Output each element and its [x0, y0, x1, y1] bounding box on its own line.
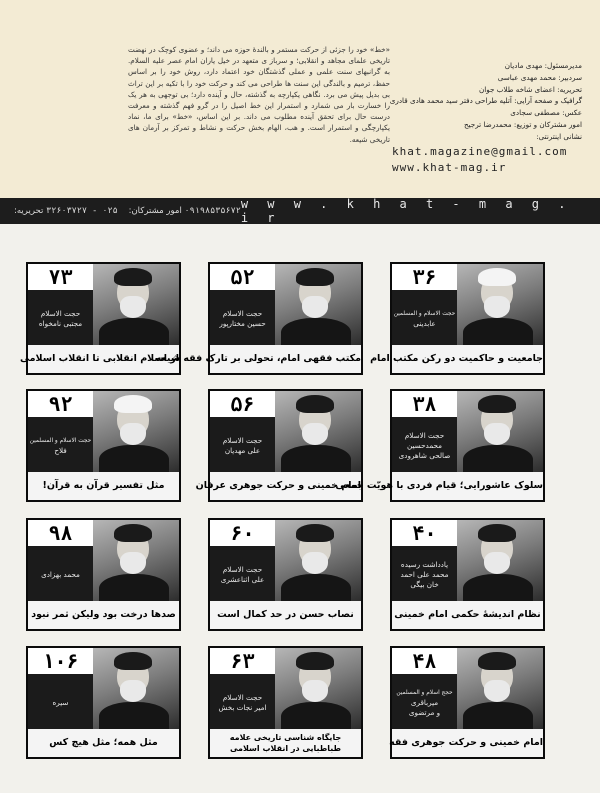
portrait-shape	[302, 680, 328, 702]
contact-bar	[0, 198, 600, 224]
author-info	[28, 674, 93, 731]
subscribers-label: امور مشترکان:	[128, 206, 182, 216]
portrait-shape	[478, 524, 516, 542]
portrait-shape	[296, 268, 334, 286]
footer-website[interactable]: w w w . k h a t - m a g . i r	[240, 197, 572, 225]
portrait-shape	[114, 268, 152, 286]
page-number: ۳۸	[392, 391, 457, 417]
email-link[interactable]: khat.magazine@gmail.com	[392, 144, 568, 158]
page-number: ۵۶	[210, 391, 275, 417]
author-info	[210, 290, 275, 347]
portrait-photo	[269, 648, 361, 731]
page-number: ۴۰	[392, 520, 457, 546]
author-honorific: حجج اسلام و المسلمین	[396, 689, 453, 696]
author-info	[28, 417, 93, 474]
portrait-photo	[87, 391, 179, 474]
author-line: حجت الاسلام	[404, 430, 445, 440]
credits-block	[389, 60, 582, 175]
author-line: محمد علی احمد	[400, 569, 449, 579]
intro-paragraph: «خط» خود را جزئی از حرکت مستمر و بالندهٔ حوزه می داند؛ و عضوی کوچک در نهضت تاریخی علمای مجاهد و انقلابی؛ و سرباز ی متعهد در خیل یاران امام عصر علیه السلام. به گرانبهای سنت علمی و عملی گذشتگان خود اعتماد دارد، روش خود را بر اساس حفظ، ترمیم و بالندگی این سنت ها طراحی می کند و حرکت خود را با تکیه بر این تراث بی بدیل پیش می برد. نگاهی یکپارچه به گذشته، حال و آینده دارد؛ بی توجهی به هر یک را خسارت بار می شمارد و استمرار این خط اصیل را در گرو فهم گذشته و معرفت درست حال برای تحقق آینده مطلوب می داند. بر این اساس، «خط» برای ما، نماد یکپارچگی و استمرار است. و هب، الهام بخش حرکت و نشاط و تمرکز بر آرمان های تاریخی شیعه.	[128, 45, 390, 144]
portrait-shape	[120, 552, 146, 574]
contact-numbers	[14, 206, 241, 216]
page-number: ۷۳	[28, 264, 93, 290]
credit-line: مدیرمسئول: مهدی مادیان	[504, 61, 582, 70]
portrait-shape	[484, 552, 510, 574]
credit-line: عکس: مصطفی سجادی	[510, 108, 582, 118]
article-card[interactable]	[335, 389, 545, 502]
portrait-photo	[451, 264, 543, 347]
portrait-shape	[302, 552, 328, 574]
article-title[interactable]: مکتب فقهی امام، تحولی بر تارک فقه شیعه	[210, 345, 361, 373]
editorial-label: تحریریه:	[14, 206, 44, 216]
portrait-shape	[484, 296, 510, 318]
author-line: حجت الاسلام	[40, 308, 81, 318]
credit-line: امور مشترکان و توزیع: محمدرضا ترجیح	[463, 119, 582, 129]
author-line: میرباقری	[410, 697, 439, 707]
author-line: مجتبی نامخواه	[38, 318, 83, 328]
article-title[interactable]: از اسلام انقلابی تا انقلاب اسلامی	[28, 345, 179, 373]
credit-line: نشانی اینترنتی:	[536, 131, 582, 141]
article-title[interactable]: امام خمینی و حرکت جوهری عرفان	[210, 472, 361, 500]
author-line: حجت الاسلام	[222, 308, 263, 318]
portrait-shape	[478, 395, 516, 413]
portrait-photo	[87, 264, 179, 347]
author-info	[28, 546, 93, 603]
author-line: امیر نجات بخش	[218, 702, 267, 712]
author-line: حجت الاسلام	[222, 692, 263, 702]
author-line: فلاح	[54, 445, 67, 455]
article-title[interactable]: سلوک عاشورایی؛ قیام فردی با هویّت جمعی	[392, 472, 543, 500]
portrait-photo	[269, 264, 361, 347]
portrait-photo	[87, 648, 179, 731]
portrait-photo	[451, 391, 543, 474]
website-link[interactable]: www.khat-mag.ir	[392, 160, 507, 174]
author-line: محمد بهزادی	[41, 569, 80, 579]
portrait-shape	[120, 423, 146, 445]
portrait-shape	[120, 296, 146, 318]
author-line: سیره	[52, 697, 69, 707]
portrait-shape	[296, 524, 334, 542]
article-title[interactable]: نصاب حسن در حد کمال است	[210, 601, 361, 629]
article-card[interactable]	[26, 389, 181, 502]
masthead-section	[0, 0, 600, 198]
portrait-shape	[114, 652, 152, 670]
credit-line: گرافیک و صفحه آرایی: آتلیه طراحی دفتر سید محمد هادی قادری	[389, 96, 582, 106]
portrait-photo	[87, 520, 179, 603]
credit-line: تحریریه: اعضای شاخه طلاب جوان	[478, 84, 582, 94]
article-card[interactable]	[155, 262, 363, 375]
subscribers-number: ۰۹۱۹۸۵۳۵۶۷۲	[184, 206, 241, 216]
author-info	[392, 674, 457, 731]
author-info	[210, 674, 275, 731]
author-line: عابدینی	[413, 318, 436, 328]
portrait-shape	[296, 652, 334, 670]
article-title[interactable]: جامعیت و حاکمیت دو رکن مکتب امام	[392, 345, 543, 373]
editorial-number: ۰۲۵ - ۳۲۶۰۳۷۲۷	[46, 206, 118, 216]
article-title[interactable]: نظام اندیشهٔ حکمی امام خمینی	[392, 601, 543, 629]
article-card[interactable]	[26, 518, 181, 631]
portrait-shape	[302, 296, 328, 318]
article-title[interactable]: صدها درخت بود ولیکن ثمر نبود	[28, 601, 179, 629]
article-card[interactable]	[26, 646, 181, 759]
page-number: ۹۲	[28, 391, 93, 417]
page-number: ۳۶	[392, 264, 457, 290]
portrait-shape	[484, 680, 510, 702]
article-card[interactable]	[208, 518, 363, 631]
portrait-shape	[302, 423, 328, 445]
author-line: علی اثناعشری	[220, 574, 265, 584]
portrait-shape	[114, 395, 152, 413]
author-info	[210, 417, 275, 474]
article-title[interactable]: مثل همه؛ مثل هیچ کس	[28, 729, 179, 757]
portrait-shape	[296, 395, 334, 413]
portrait-photo	[451, 520, 543, 603]
author-honorific: حجت الاسلام و المسلمین	[29, 437, 92, 444]
author-line: علی مهدیان	[224, 445, 261, 455]
credit-line: سردبیر: محمد مهدی عباسی	[497, 72, 582, 82]
page-number: ۶۳	[210, 648, 275, 674]
article-card[interactable]	[390, 518, 545, 631]
page-number: ۶۰	[210, 520, 275, 546]
portrait-shape	[114, 524, 152, 542]
article-title[interactable]: مثل تفسیر قرآن به قرآن!	[28, 472, 179, 500]
author-line: محمدحسین	[407, 440, 442, 450]
author-info	[392, 290, 457, 347]
portrait-shape	[478, 652, 516, 670]
author-info	[210, 546, 275, 603]
article-card[interactable]	[390, 646, 545, 759]
article-card[interactable]	[370, 262, 545, 375]
author-line: صالحی شاهرودی	[398, 450, 451, 460]
page-number: ۱۰۶	[28, 648, 93, 674]
page-number: ۴۸	[392, 648, 457, 674]
author-info	[392, 546, 457, 603]
author-line: حجت الاسلام	[222, 435, 263, 445]
portrait-photo	[451, 648, 543, 731]
portrait-shape	[484, 423, 510, 445]
author-line: یادداشت رسیده	[400, 559, 449, 569]
article-card[interactable]	[208, 646, 363, 759]
author-info	[28, 290, 93, 347]
portrait-photo	[269, 520, 361, 603]
author-line: حسین مختارپور	[219, 318, 266, 328]
portrait-shape	[120, 680, 146, 702]
author-line: حجت الاسلام	[222, 564, 263, 574]
page-number: ۵۲	[210, 264, 275, 290]
author-info	[392, 417, 457, 474]
author-line: خان بیگی	[410, 579, 439, 589]
author-honorific: حجت الاسلام و المسلمین	[393, 310, 456, 317]
portrait-shape	[478, 268, 516, 286]
page-number: ۹۸	[28, 520, 93, 546]
article-title[interactable]: جایگاه شناسی تاریخی علامه طباطبایی در انقلاب اسلامی	[210, 729, 361, 757]
article-title[interactable]: امام خمینی و حرکت جوهری فقه	[392, 729, 543, 757]
author-line: و مرتضوی	[408, 707, 441, 717]
portrait-photo	[269, 391, 361, 474]
